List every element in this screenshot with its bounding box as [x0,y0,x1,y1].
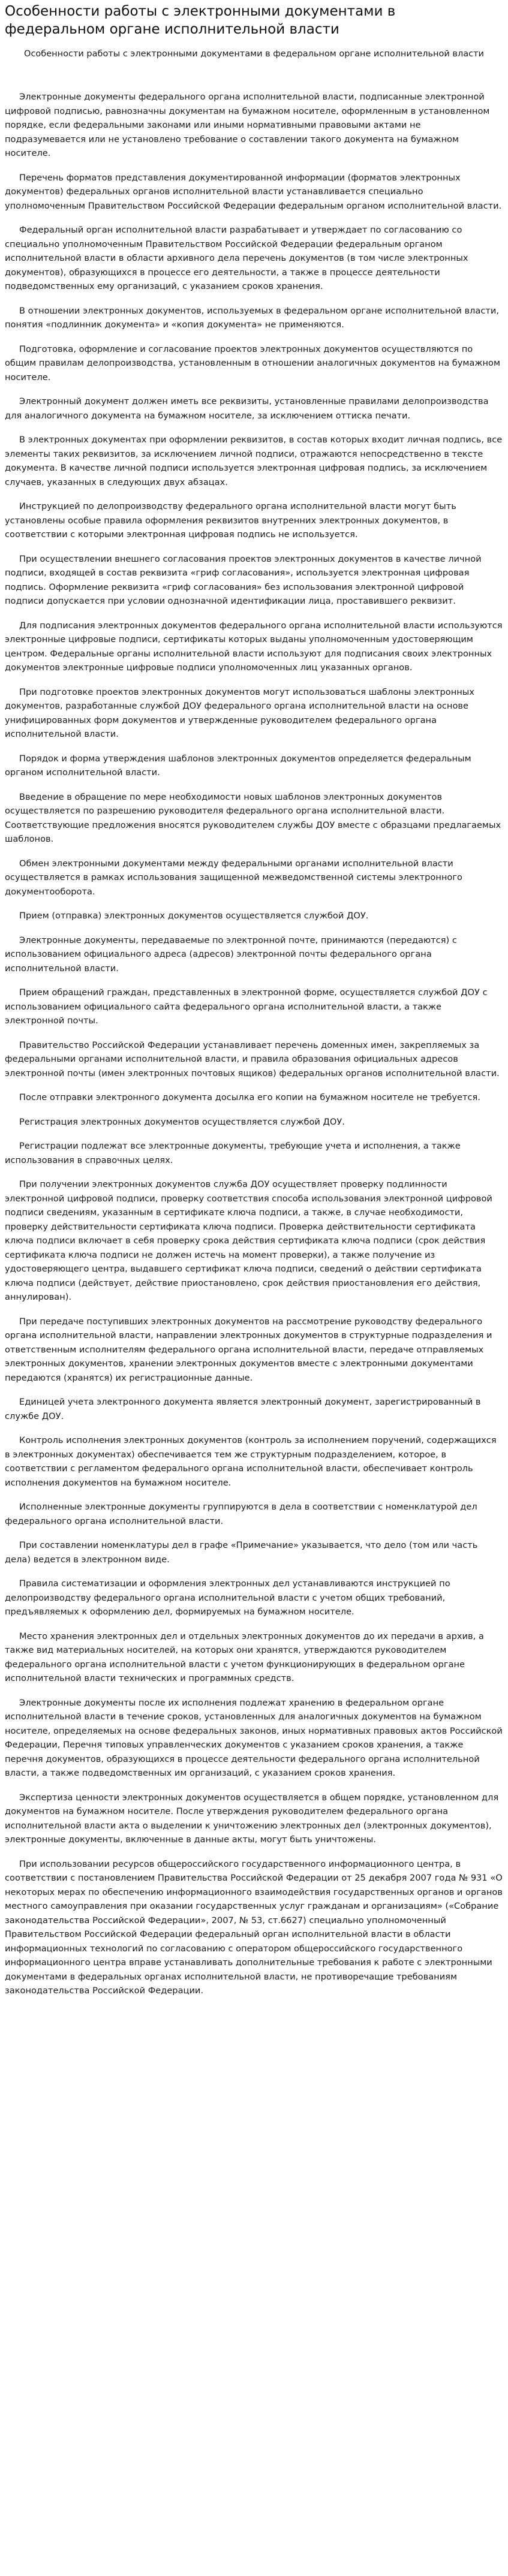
paragraph: При получении электронных документов служба ДОУ осуществляет проверку подлинности электронной цифровой подписи, проверку соответствия способа использования электронной цифровой подписи сведениям, указанным в сертификате ключа подписи, а также, в случае необходимости, проверку действительности сертификата ключа подписи. Проверка действительности сертификата ключа подписи включает в себя проверку срока действия сертификата ключа подписи (срок действия сертификата ключа подписи не должен истечь на момент проверки), а также получение из удостоверяющего центра, выдавшего сертификат ключа подписи, сведений о действии сертификата ключа подписи (действует, действие приостановлено, срок действия приостановления его действия, аннулирован). [5,1179,492,1302]
paragraph: При осуществлении внешнего согласования проектов электронных документов в качестве личной подписи, входящей в состав реквизита «гриф согласования», используется электронная цифровая подпись. Оформление реквизита «гриф согласования» без использования электронной цифровой подписи допускается при условии однозначной идентификации лица, проставившего реквизит. [5,553,482,606]
paragraph: Прием обращений граждан, представленных в электронной форме, осуществляется службой ДОУ с использованием официального сайта федерального органа исполнительной власти, а также электронной почты. [5,987,488,1026]
page-title: Особенности работы с электронными документами в федеральном органе исполнительной власти [5,4,396,37]
paragraph: Место хранения электронных дел и отдельных электронных документов до их передачи в архив, а также вид материальных носителей, на которых они хранятся, утверждаются руководителем федерального органа исполнительной власти с учетом функционирующих в федеральном органе исполнительной власти технических и программных средств. [5,1631,484,1683]
paragraph: Инструкцией по делопроизводству федерального органа исполнительной власти могут быть установлены особые правила оформления реквизитов внутренних электронных документов, в соответствии с которыми электронная цифровая подпись не используется. [5,501,456,540]
paragraph: Правительство Российской Федерации устанавливает перечень доменных имен, закрепляемых за федеральными органами исполнительной власти, и правила образования официальных адресов электронной почты (имен электронных почтовых ящиков) федеральных органов исполнительной власти. [5,1040,500,1078]
paragraph: Прием (отправка) электронных документов осуществляется службой ДОУ. [19,911,369,921]
document-body [5,90,503,1998]
paragraph: Электронные документы федерального органа исполнительной власти, подписанные электронной цифровой подписью, равнозначны документам на бумажном носителе, оформленным в установленном порядке, если федеральными законами или иными нормативными правовыми актами не подразумевается или не установлено требование о составлении такого документа на бумажном носителе. [5,92,490,158]
document-subtitle: Особенности работы с электронными документами в федеральном органе исполнительной власти [24,49,484,59]
paragraph: Подготовка, оформление и согласование проектов электронных документов осуществляются по общим правилам делопроизводства, установленным в отношении аналогичных документов на бумажном носителе. [5,344,500,382]
paragraph: В отношении электронных документов, используемых в федеральном органе исполнительной власти, понятия «подлинник документа» и «копия документа» не применяются. [5,305,499,330]
paragraph: Электронные документы после их исполнения подлежат хранению в федеральном органе исполнительной власти в течение сроков, установленных для аналогичных документов на бумажном носителе, определяемых на основе федеральных законов, иных нормативных правовых актов Российской Федерации, Перечня типовых управленческих документов с указанием сроков хранения, а также перечня документов, образующихся в процессе деятельности федерального органа исполнительной власти, а также подведомственных им организаций, с указанием сроков хранения. [5,1697,503,1778]
paragraph: При составлении номенклатуры дел в графе «Примечание» указывается, что дело (том или часть дела) ведется в электронном виде. [5,1540,478,1565]
paragraph: Экспертиза ценности электронных документов осуществляется в общем порядке, установленном для документов на бумажном носителе. После утверждения руководителем федерального органа исполнительной власти акта о выделении к уничтожению электронных дел (электронных документов), электронные документы, включенные в данные акты, могут быть уничтожены. [5,1792,499,1845]
paragraph: Электронные документы, передаваемые по электронной почте, принимаются (передаются) с использованием официального адреса (адресов) электронной почты федерального органа исполнительной власти. [5,935,457,974]
paragraph: Контроль исполнения электронных документов (контроль за исполнением поручений, содержащихся в электронных документах) обеспечивается тем же структурным подразделением, которое, в соответствии с регламентом федерального органа исполнительной власти, обеспечивает контроль исполнения документов на бумажном носителе. [5,1435,497,1488]
paragraph: Порядок и форма утверждения шаблонов электронных документов определяется федеральным органом исполнительной власти. [5,753,471,778]
paragraph: После отправки электронного документа досылка его копии на бумажном носителе не требуется. [19,1092,480,1102]
paragraph: Регистрация электронных документов осуществляется службой ДОУ. [19,1116,345,1127]
paragraph: Федеральный орган исполнительной власти разрабатывает и утверждает по согласованию со специально уполномоченным Правительством Российской Федерации федеральным органом исполнительной власти в области архивного дела перечень документов (в том числе электронных документов), образующихся в процессе его деятельности, а также в процессе деятельности подведомственных ему организаций, с указанием сроков хранения. [5,225,468,291]
paragraph: При передаче поступивших электронных документов на рассмотрение руководству федерального органа исполнительной власти, направлении электронных документов в структурные подразделения и ответственным исполнителям федерального органа исполнительной власти, передаче отправляемых электронных документов, хранении электронных документов вместе с электронными документами передаются (хранятся) их регистрационные данные. [5,1316,492,1383]
paragraph: Правила систематизации и оформления электронных дел устанавливаются инструкцией по делопроизводству федерального органа исполнительной власти с учетом общих требований, предъявляемых к оформлению дел, формируемых на бумажном носителе. [5,1578,450,1617]
paragraph: Для подписания электронных документов федерального органа исполнительной власти используются электронные цифровые подписи, сертификаты которых выданы уполномоченным удостоверяющим центром. Федеральные органы исполнительной власти используют для подписания своих электронных документов электронные цифровые подписи уполномоченных лиц указанных органов. [5,620,503,673]
paragraph: Единицей учета электронного документа является электронный документ, зарегистрированный в службе ДОУ. [5,1397,481,1421]
paragraph: Введение в обращение по мере необходимости новых шаблонов электронных документов осуществляется по разрешению руководителя федерального органа исполнительной власти. Соответствующие предложения вносятся руководителем службы ДОУ вместе с образцами предлагаемых шаблонов. [5,791,501,844]
paragraph: При подготовке проектов электронных документов могут использоваться шаблоны электронных документов, разработанные службой ДОУ федерального органа исполнительной власти на основе унифицированных форм документов и утвержденные руководителем федерального органа исполнительной власти. [5,686,474,739]
paragraph: Исполненные электронные документы группируются в дела в соответствии с номенклатурой дел федерального органа исполнительной власти. [5,1502,477,1526]
paragraph: Обмен электронными документами между федеральными органами исполнительной власти осуществляется в рамках использования защищенной межведомственной системы электронного документооборота. [5,858,462,897]
paragraph: Электронный документ должен иметь все реквизиты, установленные правилами делопроизводства для аналогичного документа на бумажном носителе, за исключением оттиска печати. [5,396,489,421]
paragraph: Регистрации подлежат все электронные документы, требующие учета и исполнения, а также использования в справочных целях. [5,1141,461,1165]
paragraph: В электронных документах при оформлении реквизитов, в состав которых входит личная подпись, все элементы таких реквизитов, за исключением личной подписи, отражаются непосредственно в тексте документа. В качестве личной подписи используется электронная цифровая подпись, за исключением случаев, указанных в следующих двух абзацах. [5,435,503,487]
paragraph: При использовании ресурсов общероссийского государственного информационного центра, в соответствии с постановлением Правительства Российской Федерации от 25 декабря 2007 года № 931 «О некоторых мерах по обеспечению информационного взаимодействия государственных органов и органов местного самоуправления при оказании государственных услуг гражданам и организациям» («Собрание законодательства Российской Федерации», 2007, № 53, ст.6627) специально уполномоченный Правительством Российской Федерации федеральный орган исполнительной власти в области информационных технологий по согласованию с оператором общероссийского государственного информационного центра вправе устанавливать дополнительные требования к работе с электронными документами в федеральных органах исполнительной власти, не противоречащие требованиям законодательства Российской Федерации. [5,1858,503,1996]
paragraph: Перечень форматов представления документированной информации (форматов электронных документов) федеральных органов исполнительной власти устанавливается специально уполномоченным Правительством Российской Федерации федеральным органом исполнительной власти. [5,172,502,211]
